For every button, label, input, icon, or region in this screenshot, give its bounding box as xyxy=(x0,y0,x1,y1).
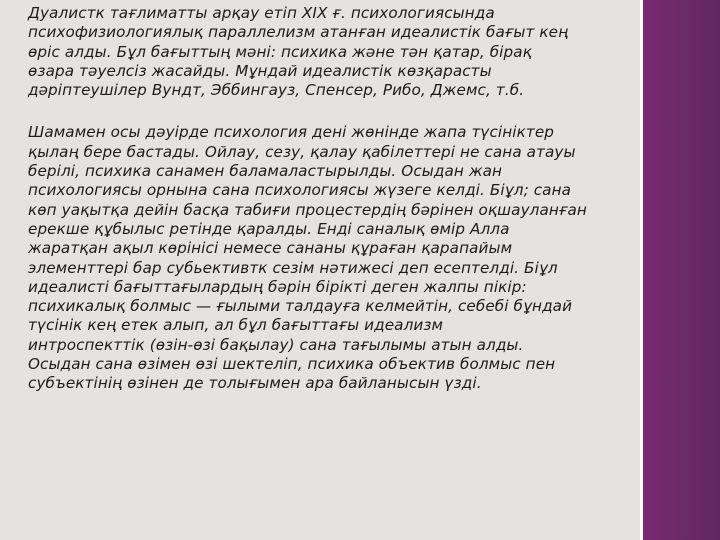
paragraph-dualism: Дуалистк тағлиматты арқау етіп XIX ғ. психологиясында психофизиологиялық параллелизм атанған идеалистік бағыт кең өріс алды. Бұл бағыттың мәні: психика және тән қатар, бірақ өзара тәуелсіз жасайды. Мұндай идеалистік көзқарасты дәріптеушілер Вундт, Эббингауз, Спенсер, Рибо, Джемс, т.б. xyxy=(28,4,569,100)
paragraph-consciousness-psychology: Шамамен осы дәуірде психология дені жөнінде жапа түсініктер қылаң бере бастады. Ойлау, сезу, қалау қабілеттері не сана атауы берілі, психика санамен баламаластырылды. Осыдан жан психологиясы орнына сана психологиясы жүзеге келді. Біұл; сана көп уақытқа дейін басқа табиғи процестердің бәрінен оқшауланған ерекше құбылыс ретінде қаралды. Енді саналық өмір Алла жаратқан ақыл көрінісі немесе сананы құраған қарапайым элементтері бар субьективтк сезім нәтижесі деп есептелді. Біұл идеалисті бағыттағылардың бәрін біріктi деген жалпы пікір: психикалық болмыс — ғылыми талдауға келмейтін, себебі бұндай түсінік кең етек алып, ал бұл бағыттағы идеализм интроспекттік (өзін-өзі бақылау) сана тағылымы атын алды. Осыдан сана өзімен өзі шектеліп, психика объектив болмыс пен субъектінің өзінен де толығымен ара байланысын үзді. xyxy=(28,123,587,393)
decorative-sidebar xyxy=(640,0,720,540)
sidebar-divider xyxy=(640,0,643,540)
slide-text-body xyxy=(28,4,628,394)
